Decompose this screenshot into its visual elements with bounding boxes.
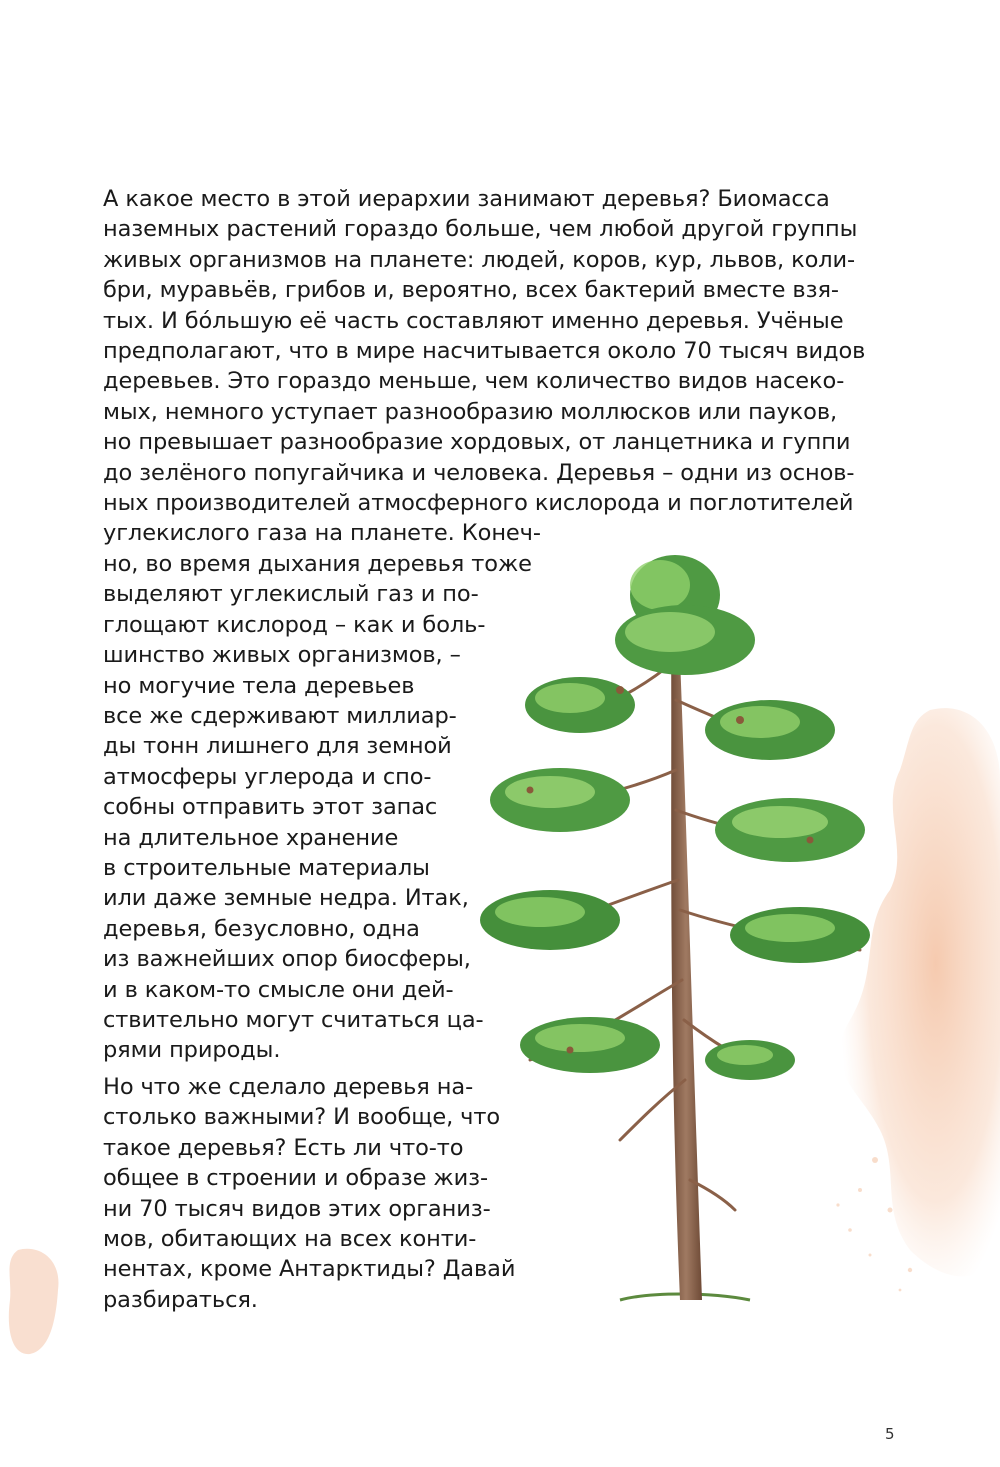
text-line: в строительные материалы <box>103 854 430 881</box>
pine-tree-icon <box>470 540 890 1320</box>
text-line: предполагают, что в мире насчитывается около 70 тысяч видов <box>103 338 866 365</box>
text-line: деревьев. Это гораздо меньше, чем количество видов насеко- <box>103 368 845 395</box>
text-line: наземных растений гораздо больше, чем любой другой группы <box>103 216 858 243</box>
paragraph-2 <box>103 1072 515 1315</box>
text-line: ды тонн лишнего для земной <box>103 733 452 760</box>
watercolor-wash-left <box>0 1240 70 1360</box>
text-line: ствительно могут считаться ца- <box>103 1006 484 1033</box>
text-line: глощают кислород – как и боль- <box>103 611 486 638</box>
text-line: атмосферы углерода и спо- <box>103 763 432 790</box>
text-line: тых. И бо́льшую её часть составляют именно деревья. Учёные <box>103 307 844 334</box>
text-line: выделяют углекислый газ и по- <box>103 581 479 608</box>
text-line: разбираться. <box>103 1286 258 1313</box>
text-line: нентах, кроме Антарктиды? Давай <box>103 1256 516 1283</box>
text-line: Но что же сделало деревья на- <box>103 1074 474 1100</box>
text-line: на длительное хранение <box>103 824 399 851</box>
text-line: но превышает разнообразие хордовых, от ланцетника и гуппи <box>103 429 851 456</box>
text-line: живых организмов на планете: людей, коров, кур, львов, коли- <box>103 246 856 273</box>
text-line: собны отправить этот запас <box>103 794 438 821</box>
text-line: такое деревья? Есть ли что-то <box>103 1134 464 1161</box>
text-line: из важнейших опор биосферы, <box>103 946 471 973</box>
text-line: и в каком-то смысле они дей- <box>103 976 454 1003</box>
text-line: общее в строении и образе жиз- <box>103 1165 488 1192</box>
text-line: мов, обитающих на всех конти- <box>103 1226 477 1253</box>
text-line: деревья, безусловно, одна <box>103 915 420 942</box>
text-line: до зелёного попугайчика и человека. Деревья – одни из основ- <box>103 459 855 486</box>
text-line: А какое место в этой иерархии занимают деревья? Биомасса <box>103 186 830 212</box>
text-line: шинство живых организмов, – <box>103 642 461 669</box>
text-line: но, во время дыхания деревья тоже <box>103 550 532 577</box>
text-line: рями природы. <box>103 1037 281 1064</box>
text-line: или даже земные недра. Итак, <box>103 885 469 912</box>
page-number: 5 <box>885 1425 895 1443</box>
text-line: углекислого газа на планете. Конеч- <box>103 520 541 547</box>
text-line: но могучие тела деревьев <box>103 672 415 699</box>
text-line: мых, немного уступает разнообразию моллюсков или пауков, <box>103 398 838 425</box>
text-line: все же сдерживают миллиар- <box>103 702 457 729</box>
text-line: столько важными? И вообще, что <box>103 1104 501 1131</box>
text-line: ных производителей атмосферного кислорода и поглотителей <box>103 490 854 517</box>
text-line: бри, муравьёв, грибов и, вероятно, всех бактерий вместе взя- <box>103 277 839 304</box>
text-line: ни 70 тысяч видов этих организ- <box>103 1195 491 1222</box>
